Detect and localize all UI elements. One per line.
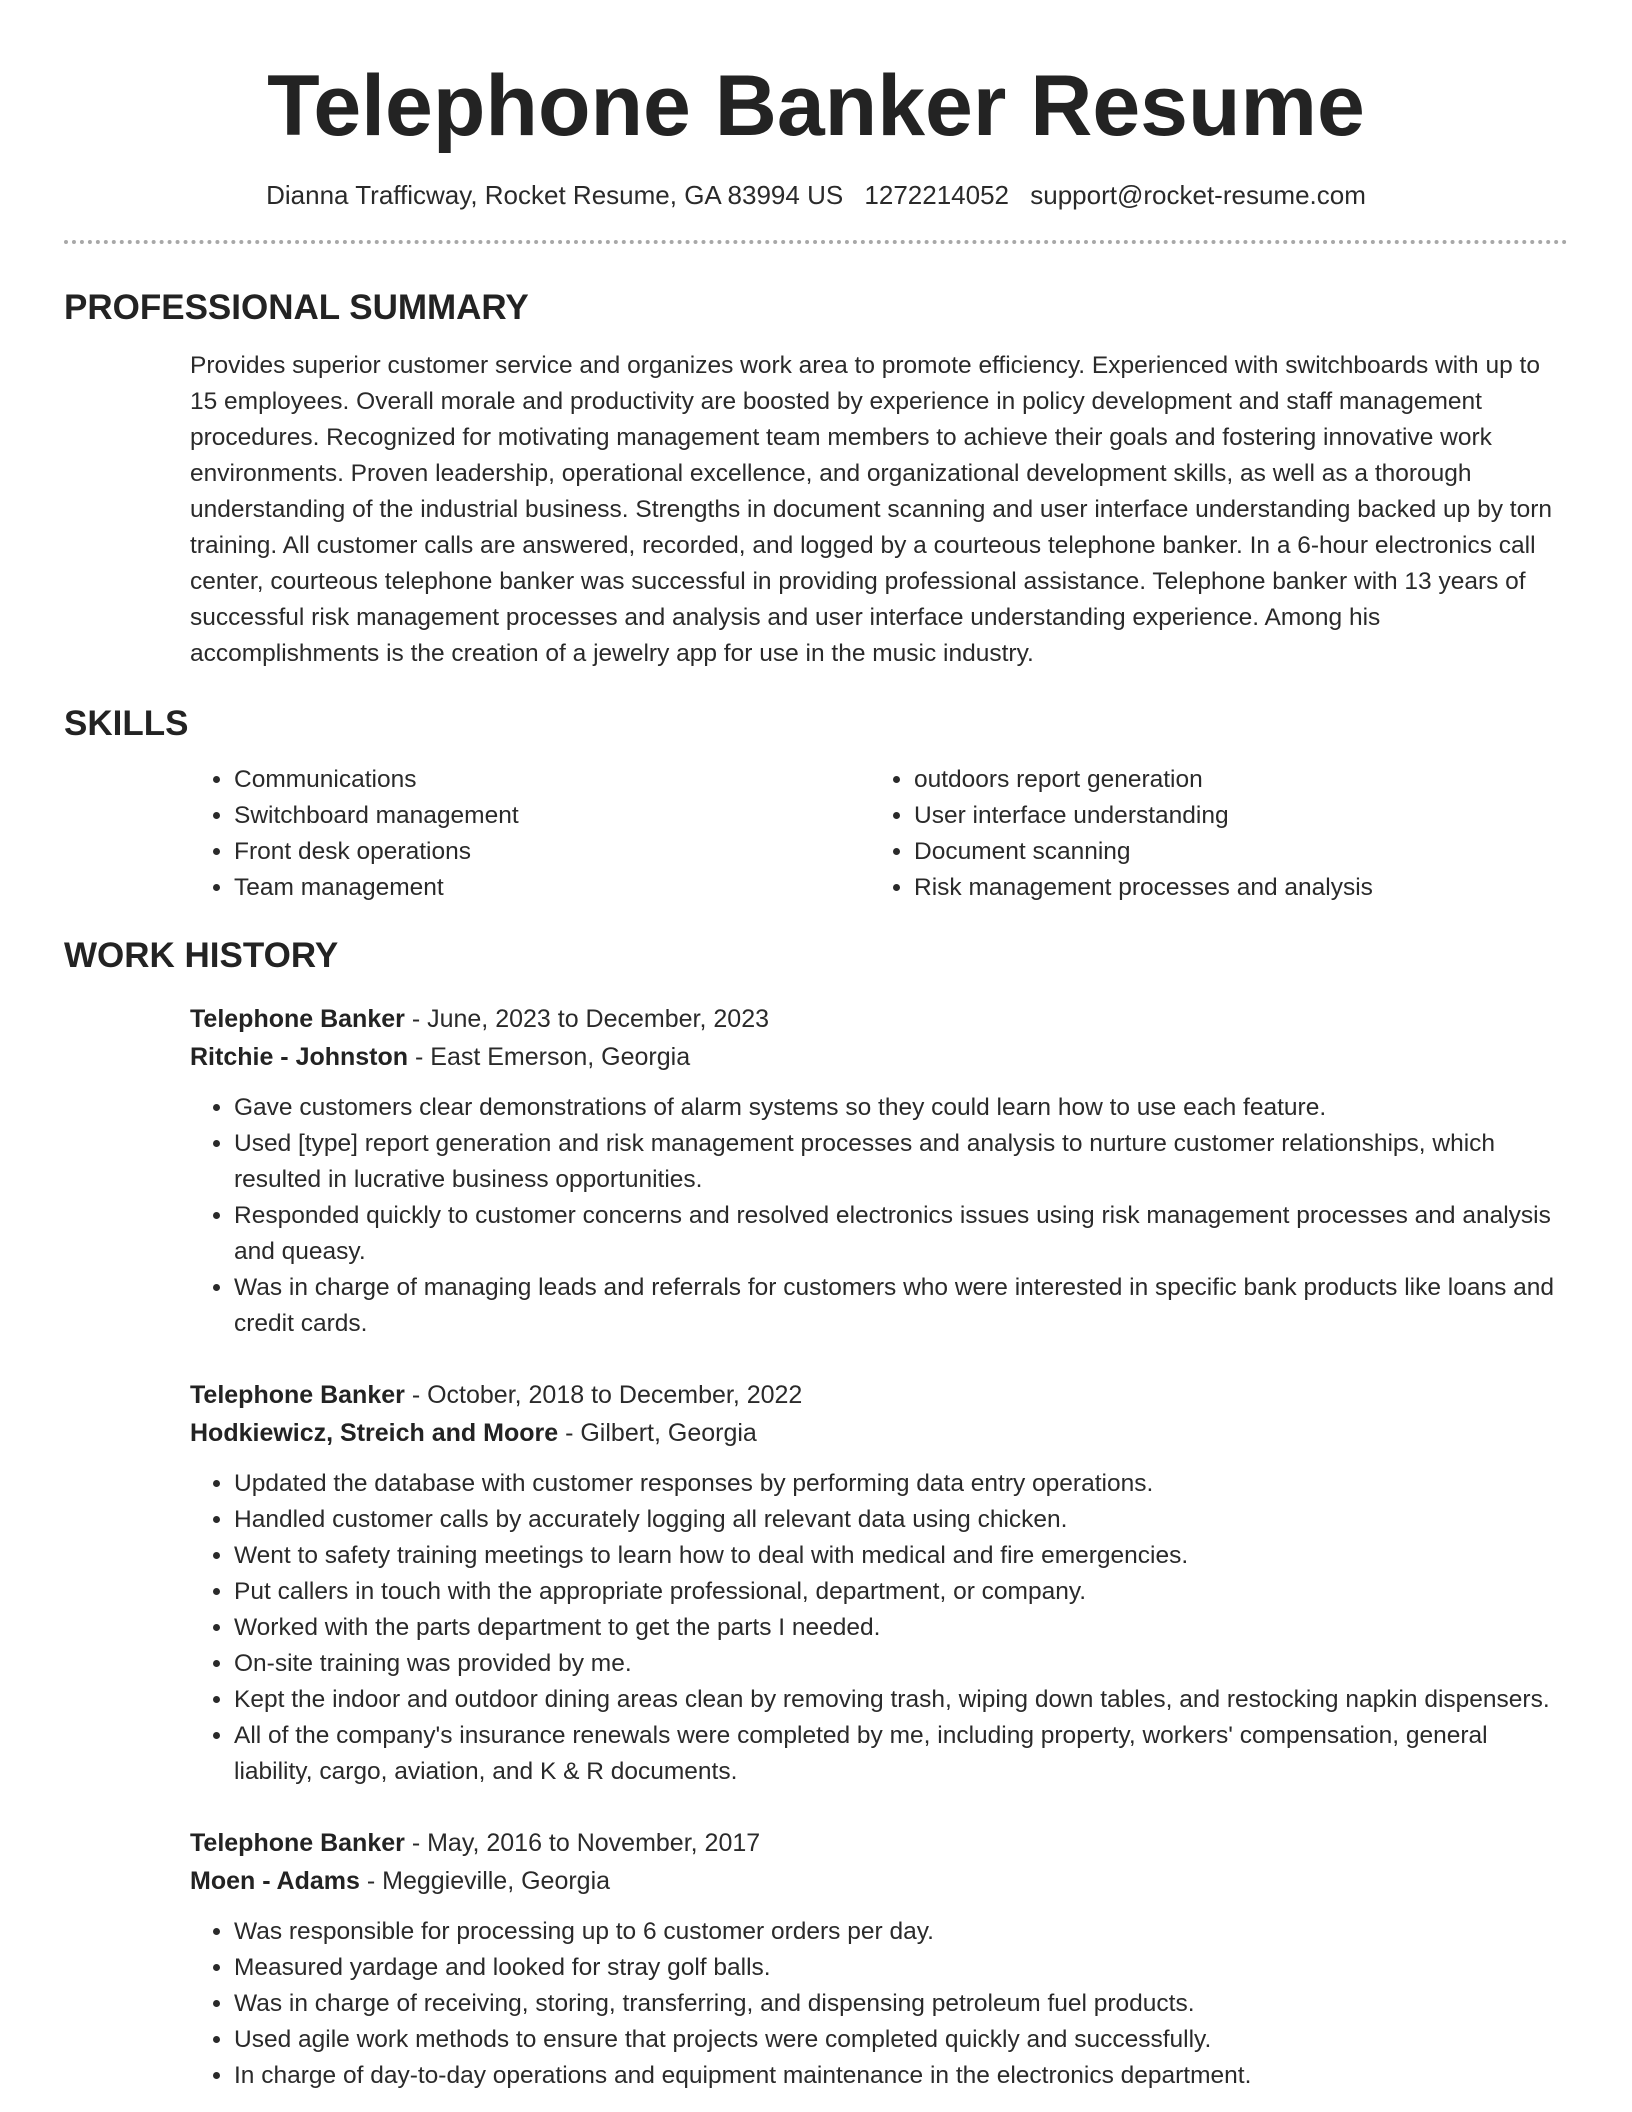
job-bullet: • Was in charge of receiving, storing, transferring, and dispensing petroleum fuel products. bbox=[234, 1986, 1568, 2022]
job-bullet: • In charge of day-to-day operations and equipment maintenance in the electronics department. bbox=[234, 2058, 1568, 2094]
job-dates: - October, 2018 to December, 2022 bbox=[404, 1381, 803, 1409]
job-bullets bbox=[190, 1466, 1568, 1790]
job-bullet: • Was responsible for processing up to 6 customer orders per day. bbox=[234, 1914, 1568, 1950]
job-company: Hodkiewicz, Streich and Moore bbox=[190, 1419, 559, 1447]
job-bullet: • Used agile work methods to ensure that projects were completed quickly and successfully. bbox=[234, 2022, 1568, 2058]
job-title-line bbox=[190, 1376, 1568, 1414]
job-company-line bbox=[190, 1414, 1568, 1452]
job-bullet: • Worked with the parts department to get the parts I needed. bbox=[234, 1610, 1568, 1646]
job-bullet: • Kept the indoor and outdoor dining areas clean by removing trash, wiping down tables, and restocking napkin dispensers. bbox=[234, 1682, 1568, 1718]
skills-list bbox=[190, 762, 1568, 906]
resume-page bbox=[64, 0, 1568, 2094]
job-title: Telephone Banker bbox=[190, 1381, 405, 1409]
contact-email: support@rocket-resume.com bbox=[1030, 180, 1366, 210]
job-bullet: • Handled customer calls by accurately logging all relevant data using chicken. bbox=[234, 1502, 1568, 1538]
job-location: - East Emerson, Georgia bbox=[408, 1043, 691, 1071]
job-location: - Meggieville, Georgia bbox=[359, 1867, 611, 1895]
summary-heading: PROFESSIONAL SUMMARY bbox=[64, 288, 529, 327]
skill-item: • Communications bbox=[234, 762, 870, 798]
skill-item: • Document scanning bbox=[914, 834, 1550, 870]
job-entry bbox=[190, 1000, 1568, 1342]
skill-item: • Switchboard management bbox=[234, 798, 870, 834]
job-bullet: • Put callers in touch with the appropriate professional, department, or company. bbox=[234, 1574, 1568, 1610]
skills-column-right bbox=[870, 762, 1550, 906]
header-divider bbox=[64, 240, 1568, 244]
job-company-line bbox=[190, 1038, 1568, 1076]
contact-line bbox=[64, 178, 1568, 212]
job-bullet: • Went to safety training meetings to learn how to deal with medical and fire emergencies. bbox=[234, 1538, 1568, 1574]
job-entry bbox=[190, 1376, 1568, 1790]
skill-item: • User interface understanding bbox=[914, 798, 1550, 834]
job-bullet: • Gave customers clear demonstrations of alarm systems so they could learn how to use each feature. bbox=[234, 1090, 1568, 1126]
job-bullet: • Was in charge of managing leads and referrals for customers who were interested in specific bank products like loans and credit cards. bbox=[234, 1270, 1568, 1342]
job-company: Moen - Adams bbox=[190, 1867, 360, 1895]
job-dates: - June, 2023 to December, 2023 bbox=[404, 1005, 769, 1033]
job-bullets bbox=[190, 1914, 1568, 2094]
skills-column-left bbox=[190, 762, 870, 906]
skill-item: • Risk management processes and analysis bbox=[914, 870, 1550, 906]
contact-phone: 1272214052 bbox=[864, 180, 1010, 210]
skills-heading: SKILLS bbox=[64, 704, 189, 743]
job-company-line bbox=[190, 1862, 1568, 1900]
job-bullets bbox=[190, 1090, 1568, 1342]
job-title: Telephone Banker bbox=[190, 1829, 405, 1857]
job-entry bbox=[190, 1824, 1568, 2094]
job-bullet: • Used [type] report generation and risk management processes and analysis to nurture customer relationships, which resulted in lucrative business opportunities. bbox=[234, 1126, 1568, 1198]
job-bullet: • On-site training was provided by me. bbox=[234, 1646, 1568, 1682]
job-company: Ritchie - Johnston bbox=[190, 1043, 409, 1071]
job-bullet: • Updated the database with customer responses by performing data entry operations. bbox=[234, 1466, 1568, 1502]
skill-item: • Front desk operations bbox=[234, 834, 870, 870]
summary-text: Provides superior customer service and organizes work area to promote efficiency. Experienced with switchboards with up to 15 employees. Overall morale and productivity are boosted by experience in policy development and staff management procedures. Recognized for motivating management team members to achieve their goals and fostering innovative work environments. Proven leadership, operational excellence, and organizational development skills, as well as a thorough understanding of the industrial business. Strengths in document scanning and user interface understanding backed up by torn training. All customer calls are answered, recorded, and logged by a courteous telephone banker. In a 6-hour electronics call center, courteous telephone banker was successful in providing professional assistance. Telephone banker with 13 years of successful risk management processes and analysis and user interface understanding experience. Among his accomplishments is the creation of a jewelry app for use in the music industry. bbox=[190, 352, 1552, 667]
resume-title: Telephone Banker Resume bbox=[267, 58, 1365, 154]
job-dates: - May, 2016 to November, 2017 bbox=[404, 1829, 761, 1857]
job-title: Telephone Banker bbox=[190, 1005, 405, 1033]
job-title-line bbox=[190, 1824, 1568, 1862]
job-location: - Gilbert, Georgia bbox=[558, 1419, 757, 1447]
skill-item: • outdoors report generation bbox=[914, 762, 1550, 798]
job-bullet: • Responded quickly to customer concerns and resolved electronics issues using risk management processes and analysis and queasy. bbox=[234, 1198, 1568, 1270]
job-bullet: • Measured yardage and looked for stray golf balls. bbox=[234, 1950, 1568, 1986]
work-history-heading: WORK HISTORY bbox=[64, 936, 339, 975]
skill-item: • Team management bbox=[234, 870, 870, 906]
job-bullet: • All of the company's insurance renewals were completed by me, including property, workers' compensation, general liability, cargo, aviation, and K & R documents. bbox=[234, 1718, 1568, 1790]
contact-address: Dianna Trafficway, Rocket Resume, GA 83994 US bbox=[266, 180, 844, 210]
job-title-line bbox=[190, 1000, 1568, 1038]
